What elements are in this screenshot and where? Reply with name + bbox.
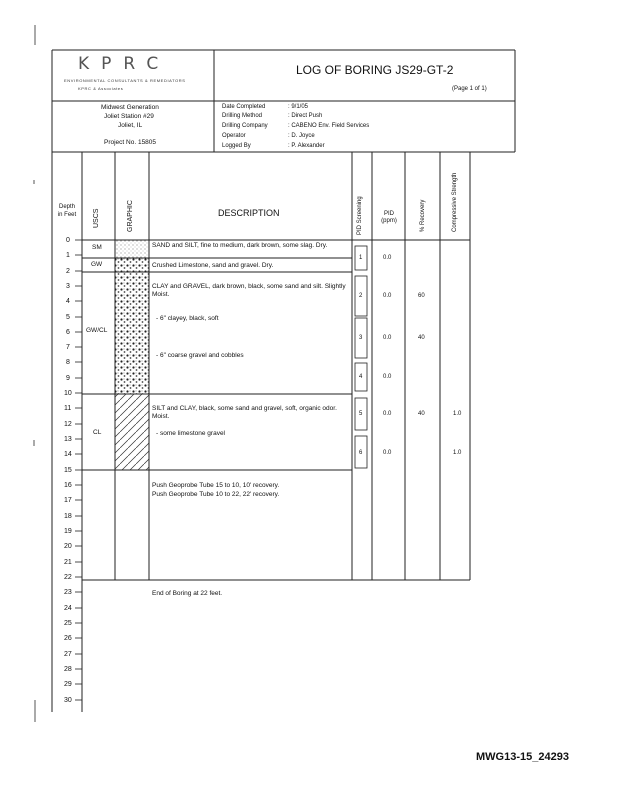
depth-header: Depth in Feet xyxy=(57,204,77,218)
description-note: - some limestone gravel xyxy=(156,430,225,437)
uscs-code: GW xyxy=(91,261,103,268)
depth-label: 28 xyxy=(64,666,72,673)
depth-label: 23 xyxy=(64,589,72,596)
info-label: Logged By xyxy=(222,143,251,149)
sample-recovery: 60 xyxy=(418,293,425,299)
depth-label: 14 xyxy=(64,451,72,458)
site-station: Joliet Station #29 xyxy=(104,113,154,120)
info-value: : CABENO Env. Field Services xyxy=(288,123,370,129)
sample-pid: 0.0 xyxy=(383,293,392,299)
depth-label: 20 xyxy=(64,543,72,550)
sample-strength: 1.0 xyxy=(453,411,462,417)
page-number: (Page 1 of 1) xyxy=(452,86,487,92)
depth-label: 21 xyxy=(64,559,72,566)
depth-label: 5 xyxy=(66,314,70,321)
depth-label: 11 xyxy=(64,405,72,412)
sample-recovery: 40 xyxy=(418,411,425,417)
depth-label: 2 xyxy=(66,268,70,275)
depth-label: 6 xyxy=(66,329,70,336)
sample-number: 5 xyxy=(359,411,363,417)
info-label: Drilling Company xyxy=(222,123,268,129)
sample-recovery: 40 xyxy=(418,335,425,341)
description-header: DESCRIPTION xyxy=(218,208,280,218)
info-label: Drilling Method xyxy=(222,113,263,119)
depth-label: 26 xyxy=(64,635,72,642)
depth-label: 1 xyxy=(66,252,70,259)
sample-number: 2 xyxy=(359,293,363,299)
depth-label: 24 xyxy=(64,605,72,612)
sample-number: 4 xyxy=(359,374,363,380)
sample-pid: 0.0 xyxy=(383,335,392,341)
depth-label: 25 xyxy=(64,620,72,627)
depth-label: 19 xyxy=(64,528,72,535)
sample-pid: 0.0 xyxy=(383,255,392,261)
depth-label: 0 xyxy=(66,237,70,244)
project-number: Project No. 15805 xyxy=(104,139,157,146)
description-note: - 6" coarse gravel and cobbles xyxy=(156,352,244,359)
description-cl: SILT and CLAY, black, some sand and gravel, soft, organic odor. Moist. xyxy=(152,405,337,420)
uscs-header: USCS xyxy=(93,208,100,228)
uscs-code: SM xyxy=(92,244,102,251)
info-value: : P. Alexander xyxy=(288,143,325,149)
depth-label: 27 xyxy=(64,651,72,658)
logo-subtext: KPRC & Associates xyxy=(78,86,124,91)
depth-label: 13 xyxy=(64,436,72,443)
depth-label: 30 xyxy=(64,697,72,704)
description-push: Push Geoprobe Tube 10 to 22, 22' recovery. xyxy=(152,491,280,498)
pid-ppm-header: PID (ppm) xyxy=(381,211,397,224)
depth-label: 16 xyxy=(64,482,72,489)
site-city: Joliet, IL xyxy=(118,122,143,129)
document-id: MWG13-15_24293 xyxy=(476,751,569,763)
depth-label: 10 xyxy=(64,390,72,397)
depth-label: 15 xyxy=(64,467,72,474)
depth-label: 8 xyxy=(66,359,70,366)
info-label: Operator xyxy=(222,133,246,139)
sample-pid: 0.0 xyxy=(383,411,392,417)
sample-pid: 0.0 xyxy=(383,450,392,456)
depth-label: 4 xyxy=(66,298,70,305)
pid-screening-header: PID Screening xyxy=(357,196,363,235)
info-value: : Direct Push xyxy=(288,113,323,119)
graphic-header: GRAPHIC xyxy=(127,200,134,232)
sample-strength: 1.0 xyxy=(453,450,462,456)
end-of-boring: End of Boring at 22 feet. xyxy=(152,590,223,597)
info-label: Date Completed xyxy=(222,104,266,110)
sample-number: 6 xyxy=(359,450,363,456)
description-gwcl: CLAY and GRAVEL, dark brown, black, some sand and silt. Slightly Moist. xyxy=(152,283,346,298)
depth-label: 12 xyxy=(64,421,72,428)
depth-label: 17 xyxy=(64,497,72,504)
info-value: : D. Joyce xyxy=(288,133,315,139)
depth-label: 3 xyxy=(66,283,70,290)
description-sm: SAND and SILT, fine to medium, dark brown, some slag. Dry. xyxy=(152,242,328,249)
logo-tagline: ENVIRONMENTAL CONSULTANTS & REMEDIATORS xyxy=(64,78,186,83)
strength-header: Compressive Strength xyxy=(452,172,458,232)
depth-label: 22 xyxy=(64,574,72,581)
depth-label: 9 xyxy=(66,375,70,382)
sample-pid: 0.0 xyxy=(383,374,392,380)
depth-label: 29 xyxy=(64,681,72,688)
company-logo: KPRC xyxy=(78,54,171,74)
depth-label: 7 xyxy=(66,344,70,351)
page-title: LOG OF BORING JS29-GT-2 xyxy=(296,63,454,77)
description-push: Push Geoprobe Tube 15 to 10, 10' recovery. xyxy=(152,482,280,489)
sample-number: 3 xyxy=(359,335,363,341)
sample-number: 1 xyxy=(359,255,363,261)
depth-label: 18 xyxy=(64,513,72,520)
info-value: : 9/1/05 xyxy=(288,104,309,110)
uscs-code: CL xyxy=(93,429,102,436)
description-note: - 6" clayey, black, soft xyxy=(156,315,219,322)
description-gw: Crushed Limestone, sand and gravel. Dry. xyxy=(152,262,274,269)
recovery-header: % Recovery xyxy=(420,199,426,232)
uscs-code: GW/CL xyxy=(86,327,108,334)
site-company: Midwest Generation xyxy=(101,104,159,111)
